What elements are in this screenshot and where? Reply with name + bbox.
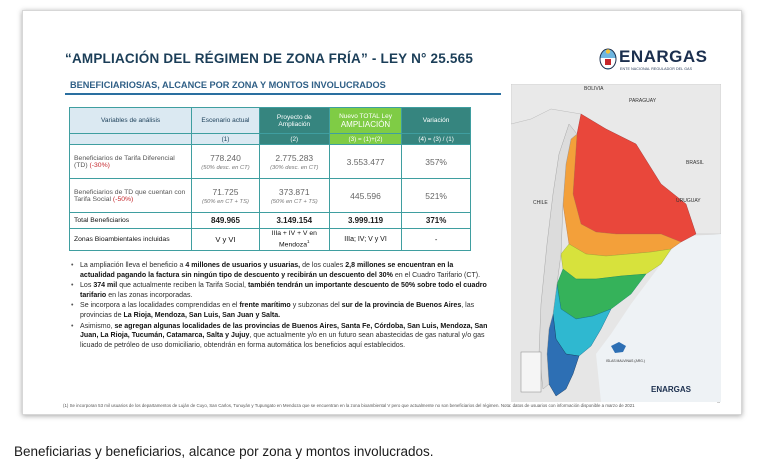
value-escenario: 849.965	[192, 213, 259, 229]
row-label-discount: (-50%)	[112, 195, 134, 203]
label-malvinas: ISLAS MALVINAS (ARG.)	[606, 359, 645, 363]
label-paraguay: PARAGUAY	[629, 98, 657, 104]
enargas-logo	[599, 47, 729, 77]
header-escenario: Escenario actual	[192, 108, 259, 134]
cell-nuevo	[329, 179, 401, 213]
value-proyecto: 2.775.283	[275, 152, 314, 163]
numbering-1: (1)	[192, 134, 259, 145]
logo-name: ENARGAS	[619, 47, 708, 66]
numbering-2: (2)	[259, 134, 329, 145]
value-proyecto: 3.149.154	[259, 213, 329, 229]
header-variacion: Variación	[402, 108, 471, 134]
note-escenario: (50% desc. en CT)	[201, 164, 250, 171]
argentina-seal-icon	[599, 48, 617, 70]
bullet-bold-text: 374 mil	[93, 282, 118, 290]
header-nuevo-line1: Nuevo TOTAL Ley	[339, 112, 392, 120]
row-label: Total Beneficiarios	[70, 213, 192, 229]
bullet-bold-text: también tendrán un importante descuento de 50% sobre todo el cuadro tarifario	[80, 282, 487, 299]
map-enargas-logo: ENARGAS	[651, 385, 692, 394]
bullet-bold-text: frente marítimo	[239, 302, 291, 310]
value-variacion: 357%	[425, 156, 447, 167]
slide	[22, 10, 742, 415]
table-row	[70, 179, 471, 213]
bullet-bold-text: sur de la provincia de Buenos Aires	[341, 302, 462, 310]
header-proyecto: Proyecto de Ampliación	[259, 108, 329, 134]
table-row-zones	[70, 229, 471, 251]
row-label: Zonas Bioambientales incluidas	[70, 229, 192, 251]
value-nuevo: IIIa; IV; V y VI	[329, 229, 401, 251]
label-uruguay: URUGUAY	[676, 198, 701, 204]
numbering-3: (3) = (1)+(2)	[329, 134, 401, 145]
cell-proyecto	[259, 179, 329, 213]
bullet-text: , que actualmente y/o en un futuro sean abastecidas de gas natural y/o gas licuado de petróleo de uso domiciliario, obtendrán en forma automática los beneficios aquí establecidos.	[80, 332, 485, 350]
value-nuevo: 445.596	[350, 190, 381, 201]
bullet-text: que actualmente reciben la Tarifa Social,	[117, 282, 248, 290]
bullet-text: en las zonas incorporadas.	[106, 291, 193, 299]
bullet-item	[69, 322, 489, 351]
bullet-text: y subzonas del	[290, 302, 342, 310]
bullet-text: Los	[80, 282, 94, 290]
row-label-text: Beneficiarios de TD que cuentan con Tarifa Social	[74, 188, 186, 203]
logo-subtitle: ENTE NACIONAL REGULADOR DEL GAS	[620, 67, 693, 71]
bullet-bold-text: 2,8 millones se encuentran en la actualidad pagando la factura sin ningún tipo de descuento y recibirán un descuento del 30%	[80, 262, 454, 279]
header-variables: Variables de análisis	[70, 108, 192, 134]
section-subtitle: BENEFICIARIOS/AS, ALCANCE POR ZONA Y MONTOS INVOLUCRADOS	[70, 80, 386, 90]
row-label	[70, 179, 192, 213]
bullet-text: en el Cuadro Tarifario (CT).	[392, 271, 481, 279]
value-nuevo: 3.999.119	[329, 213, 401, 229]
subtitle-rule	[65, 93, 501, 95]
bullet-bold-text: La Rioja, Mendoza, San Luis, San Juan y Salta.	[123, 312, 281, 320]
label-brasil: BRASIL	[686, 160, 704, 166]
header-nuevo-line2: AMPLIACIÓN	[340, 119, 391, 129]
slide-title: “AMPLIACIÓN DEL RÉGIMEN DE ZONA FRÍA” - LEY N° 25.565	[65, 51, 474, 66]
argentina-zone-map	[511, 84, 721, 402]
cell-nuevo	[329, 145, 401, 179]
footnote-marker: 1	[306, 238, 310, 244]
bullet-bold-text: se agregan algunas localidades de las provincias de Buenos Aires, Santa Fe, Córdoba, San Luis, Mendoza, San Juan, La Rioja, Tucumán, Catamarca, Salta y Jujuy	[80, 322, 488, 340]
cell-escenario	[192, 145, 259, 179]
bullet-text: Se incorpora a las localidades comprendidas en el	[80, 302, 240, 310]
row-label	[70, 145, 192, 179]
row-label-discount: (-30%)	[89, 161, 110, 169]
row-label-text: Beneficiarios de Tarifa Diferencial (TD)	[74, 154, 175, 169]
label-chile: CHILE	[533, 200, 548, 206]
value-variacion: 521%	[425, 190, 447, 201]
value-escenario: 778.240	[210, 152, 241, 163]
zone-map-graphic	[511, 84, 721, 402]
footnote: (1) Se incorporan 53 mil usuarios de los departamentos de Luján de Cuyo, San Carlos, Tunuyán y Tupungato en Mendoza que se encuentran en la zona bioambiental V pero que actualmente no son beneficiarios del régimen. Nota: datos de usuarios con información disponible a marzo de 2021	[63, 403, 635, 408]
bullet-text: de los cuales	[300, 262, 346, 269]
bullet-item	[69, 301, 489, 320]
numbering-blank	[70, 134, 192, 145]
value-variacion: 371%	[402, 213, 471, 229]
value-nuevo: 3.553.477	[346, 156, 385, 167]
numbering-4: (4) = (3) / (1)	[402, 134, 471, 145]
cell-variacion	[402, 179, 471, 213]
beneficiaries-table	[69, 107, 471, 251]
note-proyecto: (30% desc. en CT)	[270, 164, 319, 171]
cell-variacion	[402, 145, 471, 179]
map-inset	[521, 352, 541, 392]
table-row-total	[70, 213, 471, 229]
bullet-item	[69, 261, 489, 280]
note-escenario: (50% en CT + TS)	[202, 198, 249, 205]
value-proyecto: 373.871	[278, 186, 310, 197]
cell-proyecto	[259, 145, 329, 179]
figure-caption: Beneficiarias y beneficiarios, alcance por zona y montos involucrados.	[14, 444, 434, 459]
label-bolivia: BOLIVIA	[584, 86, 604, 92]
bullet-item	[69, 281, 489, 300]
note-proyecto: (50% en CT + TS)	[270, 198, 318, 205]
value-proyecto	[259, 229, 329, 251]
cell-escenario	[192, 179, 259, 213]
value-escenario: V y VI	[192, 229, 259, 251]
zones-proyecto-text: IIIa + IV + V en Mendoza	[271, 229, 317, 249]
value-variacion: -	[402, 229, 471, 251]
bullet-text: La ampliación lleva el beneficio a	[80, 262, 186, 269]
table-row	[70, 145, 471, 179]
value-escenario: 71.725	[212, 186, 239, 197]
bullet-text: Asimismo,	[80, 322, 115, 330]
header-nuevo	[329, 108, 401, 134]
bullet-bold-text: 4 millones de usuarios y usuarias,	[185, 262, 301, 269]
bullet-text: , las provincias de	[80, 302, 475, 320]
bullet-list	[69, 261, 489, 352]
